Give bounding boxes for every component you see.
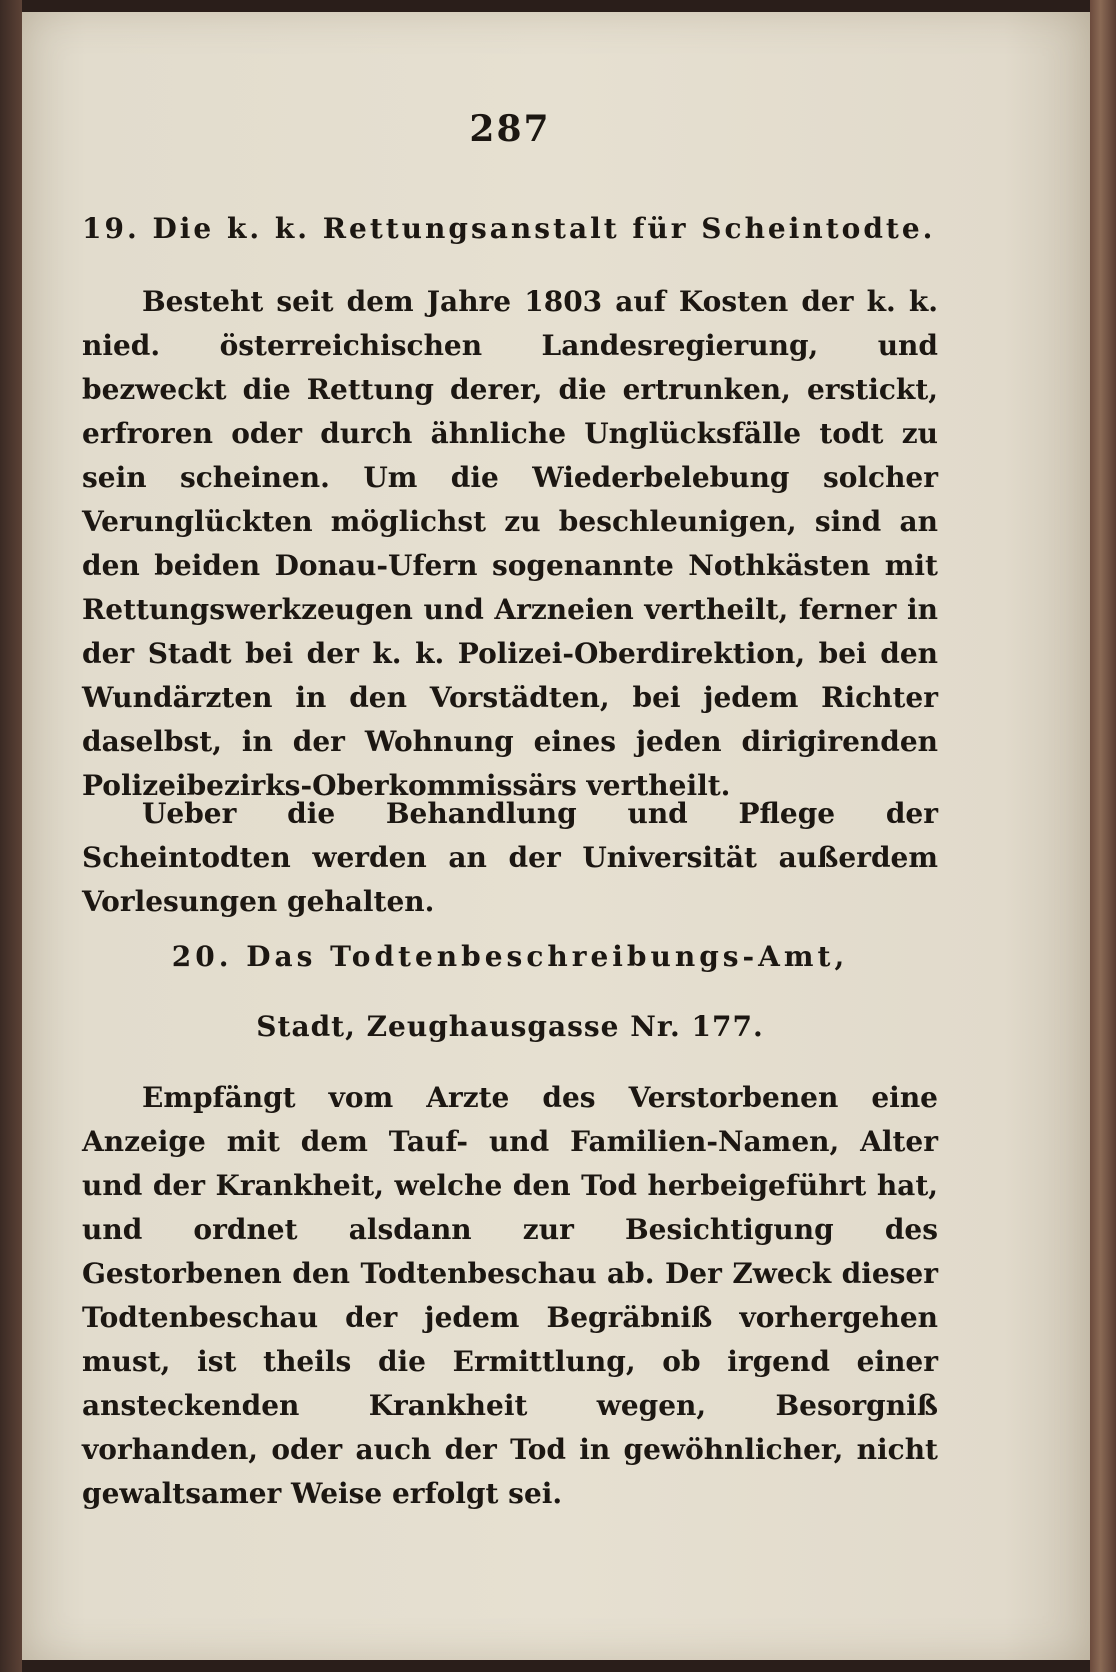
- book-gutter-left: [0, 0, 22, 1672]
- book-edge-right: [1090, 0, 1116, 1672]
- section-19-paragraph-1: Besteht seit dem Jahre 1803 auf Kosten der k. k. nied. österreichischen Landesregierung, und bezweckt die Rettung derer, die ertrunken, erstickt, erfroren oder durch ähnliche Unglücksfälle todt zu sein scheinen. Um die Wiederbelebung solcher Verunglückten möglichst zu beschleunigen, sind an den beiden Donau-Ufern sogenannte Nothkästen mit Rettungswerkzeugen und Arzneien vertheilt, ferner in der Stadt bei der k. k. Polizei-Oberdirektion, bei den Wundärzten in den Vorstädten, bei jedem Richter daselbst, in der Wohnung eines jeden dirigirenden Polizeibezirks-Oberkommissärs vertheilt.: [82, 285, 938, 802]
- section-20-heading: 20. Das Todtenbeschreibungs-Amt,: [171, 940, 849, 973]
- section-19-heading: 19. Die k. k. Rettungsanstalt für Scheintodte.: [82, 212, 936, 245]
- section-20-paragraph-1: Empfängt vom Arzte des Verstorbenen eine Anzeige mit dem Tauf- und Familien-Namen, Alter und der Krankheit, welche den Tod herbeigeführt hat, und ordnet alsdann zur Besichtigung des Gestorbenen den Todtenbeschau ab. Der Zweck dieser Todtenbeschau der jedem Begräbniß vorhergehen must, ist theils die Ermittlung, ob irgend einer ansteckenden Krankheit wegen, Besorgniß vorhanden, oder auch der Tod in gewöhnlicher, nicht gewaltsamer Weise erfolgt sei.: [82, 1081, 938, 1510]
- page-number: 287: [469, 108, 551, 150]
- section-20-subheading: Stadt, Zeughausgasse Nr. 177.: [256, 1010, 764, 1043]
- section-19-paragraph-2: Ueber die Behandlung und Pflege der Scheintodten werden an der Universität außerdem Vorlesungen gehalten.: [82, 797, 938, 918]
